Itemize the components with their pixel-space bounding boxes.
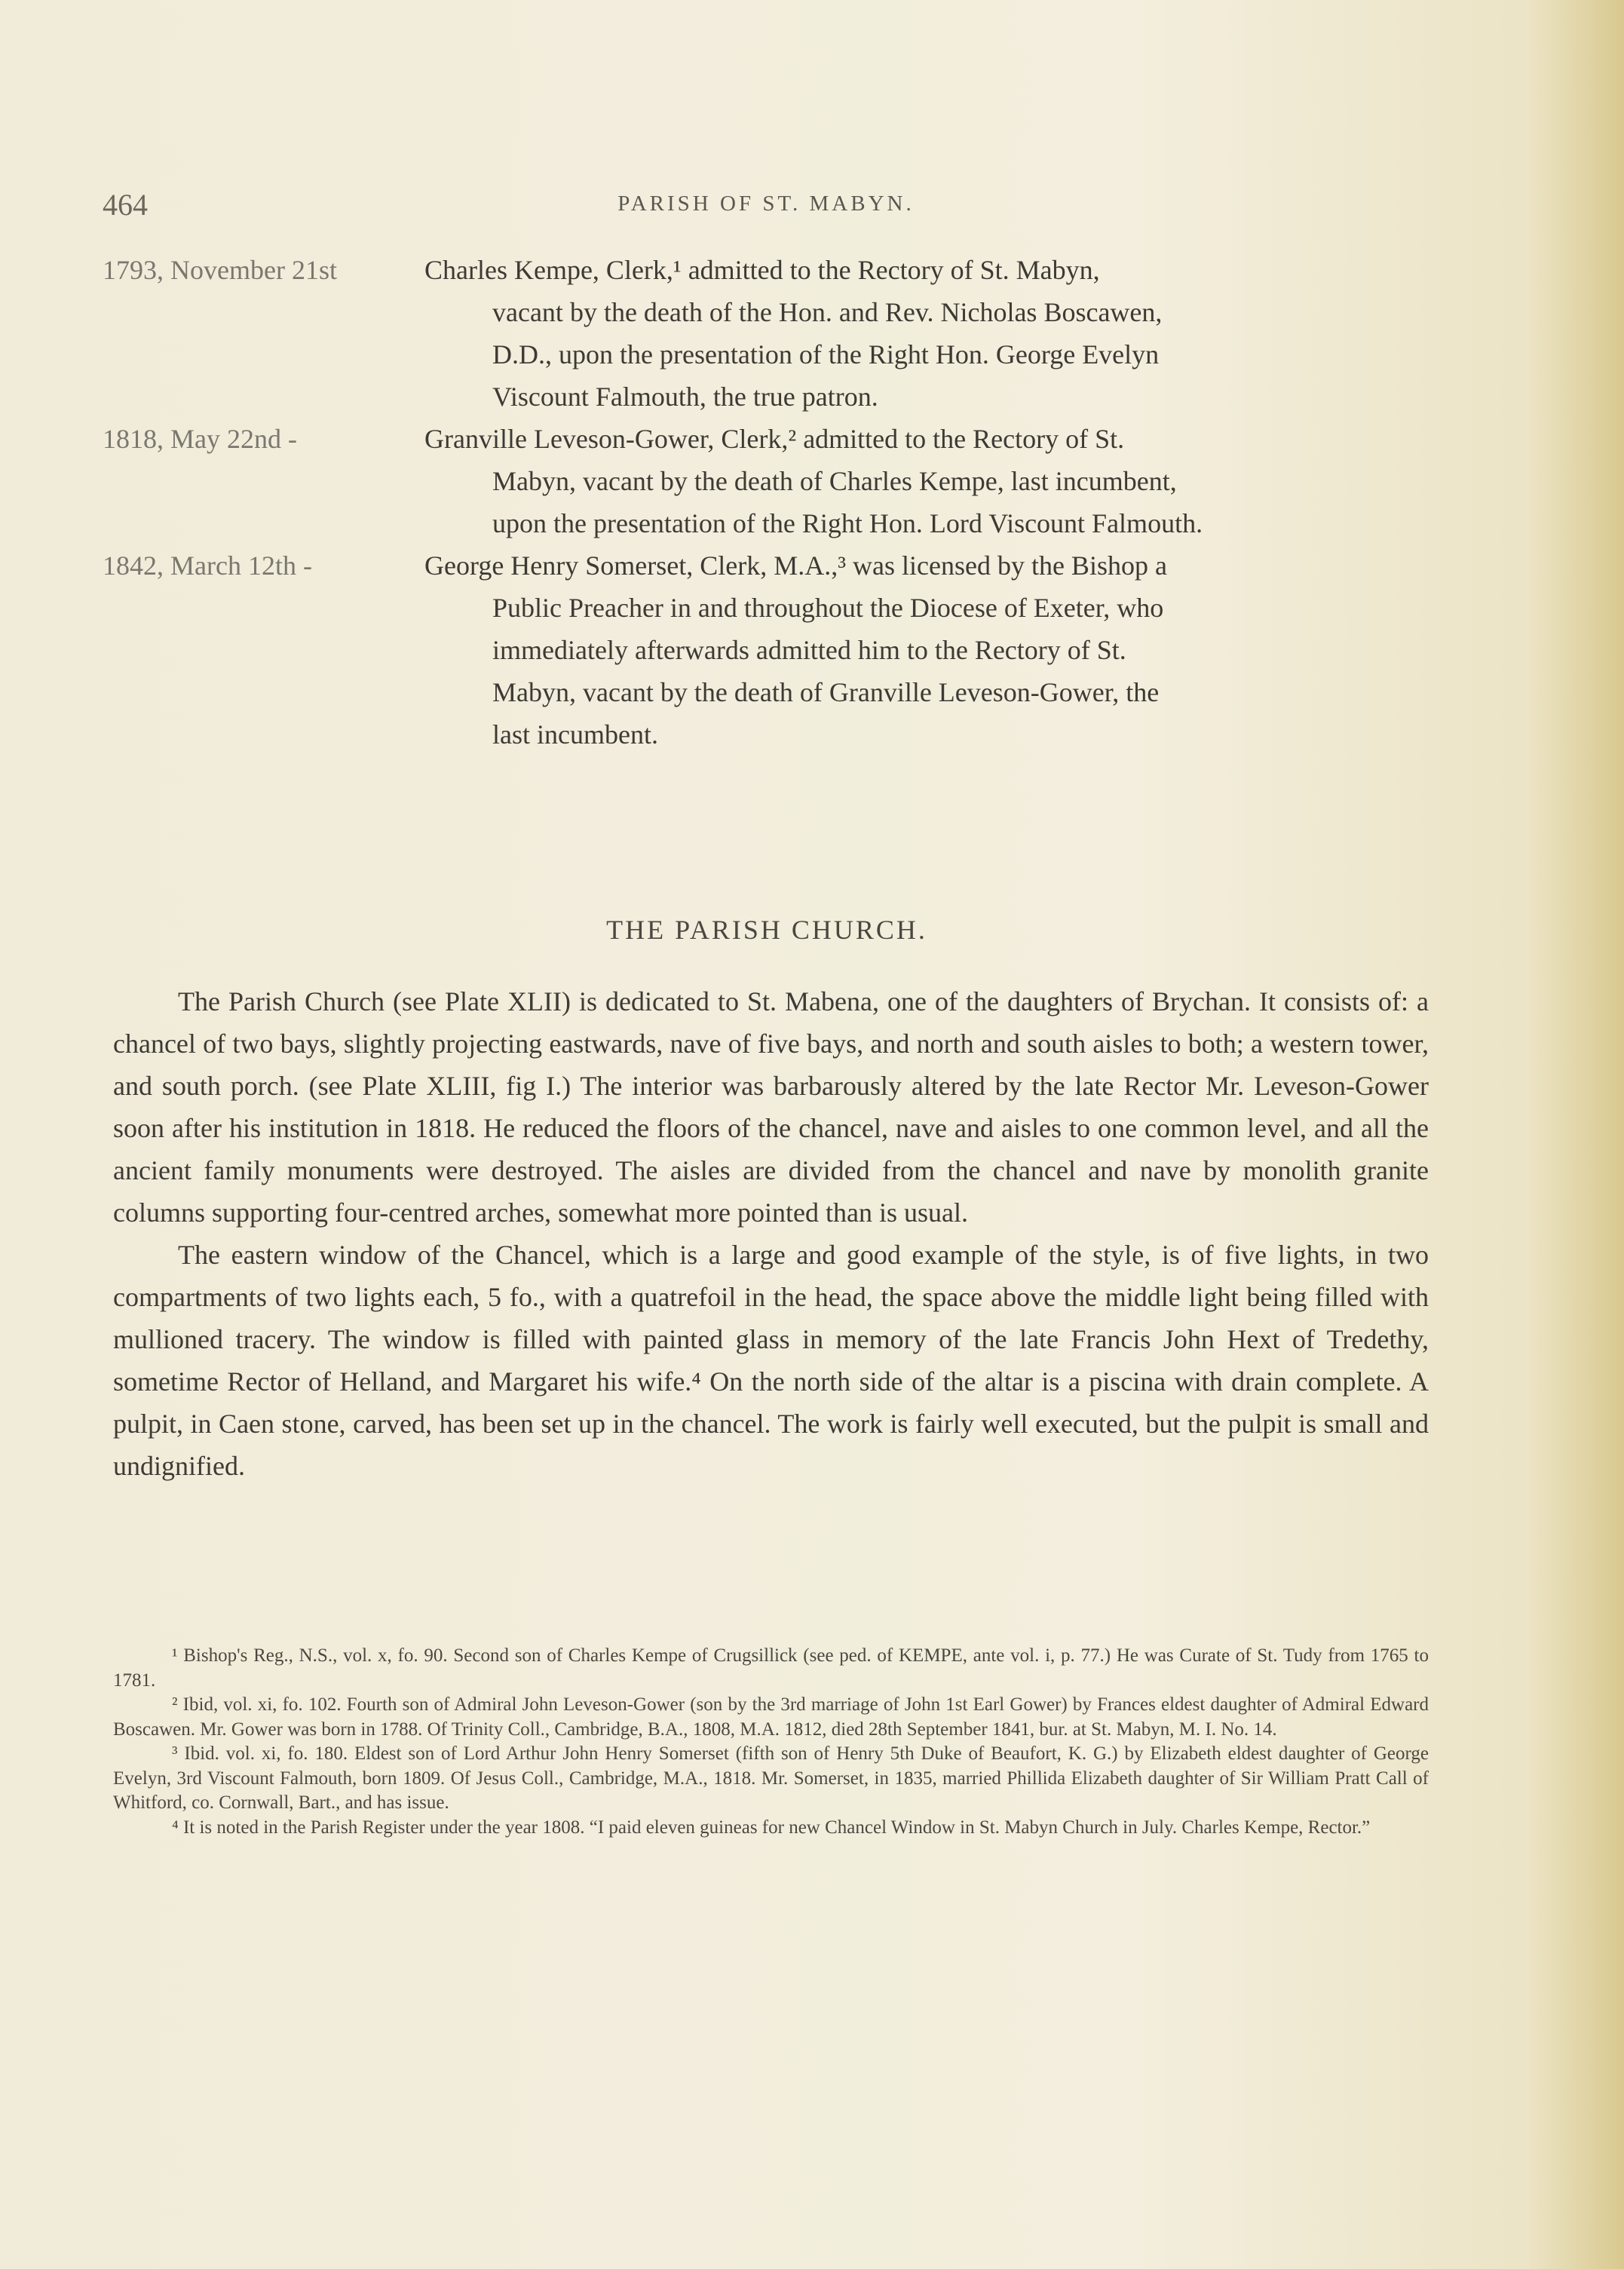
entry-line: Viscount Falmouth, the true patron.: [492, 382, 878, 412]
entry-line: vacant by the death of the Hon. and Rev. Nicholas Boscawen,: [492, 297, 1163, 327]
entry-line: immediately afterwards admitted him to the Rectory of St.: [492, 635, 1126, 665]
entry-line: Granville Leveson-Gower, Clerk,² admitted to the Rectory of St.: [424, 424, 1125, 454]
entry-line: Charles Kempe, Clerk,¹ admitted to the Rectory of St. Mabyn,: [424, 255, 1100, 285]
footnote: ³ Ibid. vol. xi, fo. 180. Eldest son of Lord Arthur John Henry Somerset (fifth son of Henry 5th Duke of Beaufort, K. G.) by Elizabeth eldest daughter of George Evelyn, 3rd Viscount Falmouth, born 1809. Of Jesus Coll., Cambridge, M.A., 1818. Mr. Somerset, in 1835, married Phillida Elizabeth daughter of Sir William Pratt Call of Whitford, co. Cornwall, Bart., and has issue.: [113, 1743, 1429, 1813]
page-header: [103, 187, 1429, 232]
entry-line: Mabyn, vacant by the death of Granville Leveson-Gower, the: [492, 677, 1160, 707]
incumbent-entry: [103, 418, 1429, 544]
entry-text: [424, 544, 1429, 756]
section-title: THE PARISH CHURCH.: [606, 915, 927, 945]
footnote: ¹ Bishop's Reg., N.S., vol. x, fo. 90. Second son of Charles Kempe of Crugsillick (see ped. of KEMPE, ante vol. i, p. 77.) He was Curate of St. Tudy from 1765 to 1781.: [113, 1645, 1429, 1691]
paragraph: The Parish Church (see Plate XLII) is dedicated to St. Mabena, one of the daughters of Brychan. It consists of: a chancel of two bays, slightly projecting eastwards, nave of five bays, and north and south aisles to both; a western tower, and south porch. (see Plate XLIII, fig I.) The interior was barbarously altered by the late Rector Mr. Leveson-Gower soon after his institution in 1818. He reduced the floors of the chancel, nave and aisles to one common level, and all the ancient family monuments were destroyed. The aisles are divided from the chancel and nave by monolith granite columns supporting four-centred arches, somewhat more pointed than is usual.: [113, 986, 1429, 1228]
entry-date: 1842, March 12th -: [103, 550, 312, 581]
entry-date: 1793, November 21st: [103, 255, 337, 285]
incumbent-entry: [103, 544, 1429, 756]
entry-line: Public Preacher in and throughout the Diocese of Exeter, who: [492, 593, 1164, 623]
entry-line: Mabyn, vacant by the death of Charles Kempe, last incumbent,: [492, 466, 1177, 496]
footnote: ⁴ It is noted in the Parish Register under the year 1808. “I paid eleven guineas for new Chancel Window in St. Mabyn Church in July. Charles Kempe, Rector.”: [172, 1817, 1371, 1838]
running-head: PARISH OF ST. MABYN.: [617, 192, 915, 216]
entry-line: D.D., upon the presentation of the Right Hon. George Evelyn: [492, 339, 1160, 369]
entry-line: George Henry Somerset, Clerk, M.A.,³ was licensed by the Bishop a: [424, 550, 1167, 581]
entry-line: upon the presentation of the Right Hon. Lord Viscount Falmouth.: [492, 508, 1203, 538]
entry-line: last incumbent.: [492, 719, 658, 750]
incumbents-list: [103, 249, 1429, 756]
body-text: [113, 980, 1429, 1487]
entry-text: [424, 418, 1429, 544]
incumbent-entry: [103, 249, 1429, 418]
page-number: 464: [103, 188, 148, 222]
footnotes: [113, 1644, 1429, 1840]
footnote: ² Ibid, vol. xi, fo. 102. Fourth son of Admiral John Leveson-Gower (son by the 3rd marriage of John 1st Earl Gower) by Frances eldest daughter of Admiral Edward Boscawen. Mr. Gower was born in 1788. Of Trinity Coll., Cambridge, B.A., 1808, M.A. 1812, died 28th September 1841, bur. at St. Mabyn, M. I. No. 14.: [113, 1694, 1429, 1740]
entry-text: [424, 249, 1429, 418]
entry-date: 1818, May 22nd -: [103, 424, 297, 454]
paragraph: The eastern window of the Chancel, which is a large and good example of the style, is of five lights, in two compartments of two lights each, 5 fo., with a quatrefoil in the head, the space above the middle light being filled with mullioned tracery. The window is filled with painted glass in memory of the late Francis John Hext of Tredethy, sometime Rector of Helland, and Margaret his wife.⁴ On the north side of the altar is a piscina with drain complete. A pulpit, in Caen stone, carved, has been set up in the chancel. The work is fairly well executed, but the pulpit is small and undignified.: [113, 1240, 1429, 1481]
